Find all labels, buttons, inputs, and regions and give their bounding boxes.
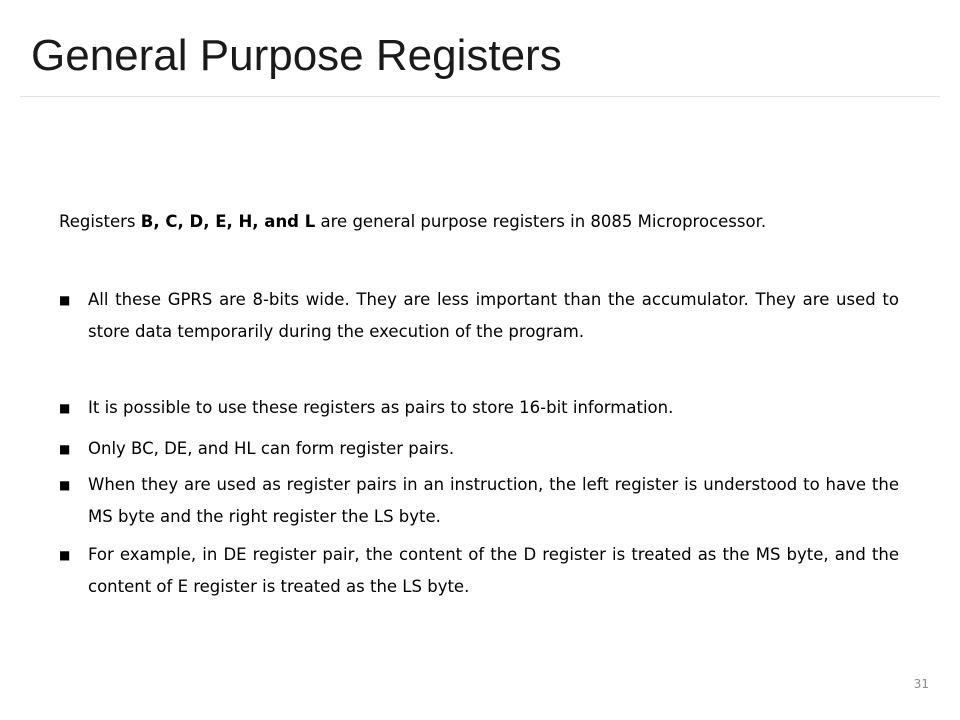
title-divider xyxy=(20,96,940,97)
square-bullet-icon: ■ xyxy=(59,478,71,492)
intro-suffix: are general purpose registers in 8085 Microprocessor. xyxy=(315,212,767,231)
bullet-item xyxy=(59,433,899,465)
intro-paragraph xyxy=(59,208,899,236)
slide-title: General Purpose Registers xyxy=(31,31,562,80)
square-bullet-icon: ■ xyxy=(59,293,71,307)
square-bullet-icon: ■ xyxy=(59,548,71,562)
page-number: 31 xyxy=(913,677,929,691)
bullet-item xyxy=(59,284,899,348)
square-bullet-icon: ■ xyxy=(59,442,71,456)
bullet-item xyxy=(59,392,899,424)
intro-register-names: B, C, D, E, H, and L xyxy=(140,212,316,231)
bullet-text: When they are used as register pairs in an instruction, the left register is understood to have the MS byte and the right register the LS byte. xyxy=(88,475,899,526)
bullet-text: All these GPRS are 8-bits wide. They are less important than the accumulator. They are used to store data temporarily during the execution of the program. xyxy=(88,290,899,341)
intro-prefix: Registers xyxy=(59,212,141,231)
square-bullet-icon: ■ xyxy=(59,401,71,415)
bullet-text: For example, in DE register pair, the content of the D register is treated as the MS byte, and the content of E register is treated as the LS byte. xyxy=(88,545,899,596)
bullet-item xyxy=(59,539,899,603)
bullet-text: It is possible to use these registers as pairs to store 16-bit information. xyxy=(88,398,674,417)
bullet-text: Only BC, DE, and HL can form register pairs. xyxy=(88,439,455,458)
bullet-item xyxy=(59,469,899,533)
